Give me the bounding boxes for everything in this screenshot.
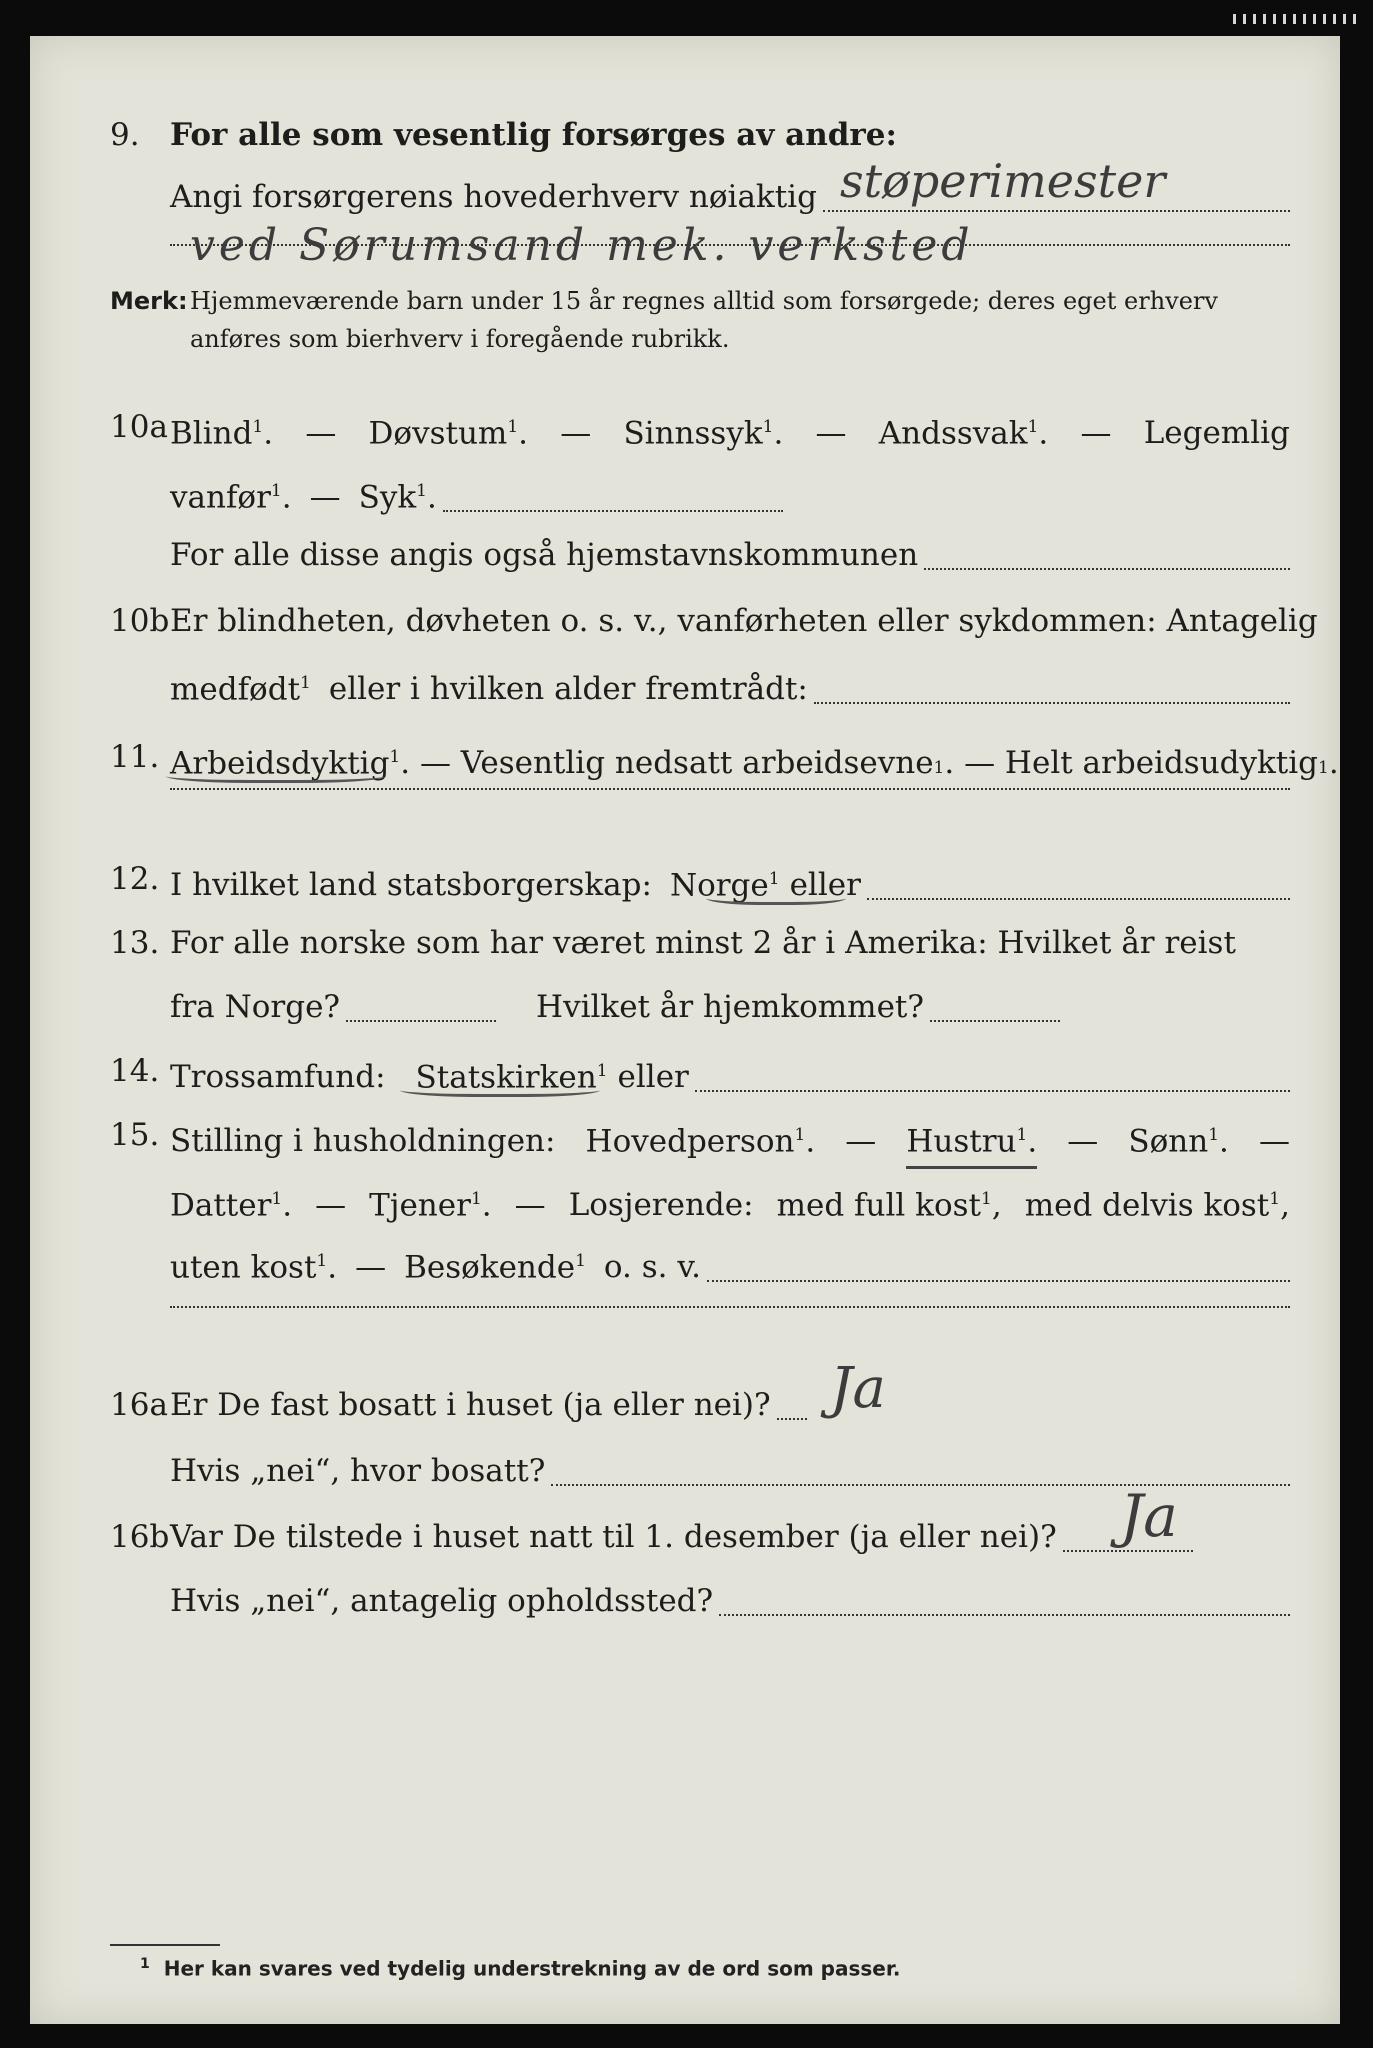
q11-line2 — [30, 788, 1340, 838]
q16b-question: Var De tilstede i huset natt til 1. desember (ja eller nei)? — [170, 1519, 1057, 1555]
q13-line2 — [30, 982, 1340, 1032]
opt-blind[interactable]: Blind — [170, 415, 253, 452]
q16a-followup: Hvis „nei“, hvor bosatt? — [170, 1453, 546, 1489]
q10a-hjemstavn-line[interactable] — [924, 568, 1290, 570]
opt-andssvak[interactable]: Andssvak — [878, 415, 1028, 452]
q16b-opholdssted-line[interactable] — [719, 1614, 1290, 1616]
q9-handwritten-answer-2: ved Sørumsand mek. verksted — [190, 220, 974, 271]
q15-line3: uten kost$^1$. — Besøkende$^1$ o. s. v. — [30, 1236, 1340, 1286]
opt-sonn[interactable]: Sønn — [1128, 1123, 1209, 1160]
footnote-mark: 1 — [140, 1956, 150, 1972]
merk-note — [110, 282, 1300, 358]
opt-tjener[interactable]: Tjener — [369, 1187, 471, 1224]
q13-hjemkommet-label: Hvilket år hjemkommet? — [536, 989, 925, 1025]
q10b-question: Er blindheten, døvheten o. s. v., vanførheten eller sykdommen: Antagelig — [170, 603, 1318, 639]
merk-label: Merk: — [110, 287, 188, 315]
q9-line1 — [30, 110, 1340, 160]
q10b-label: eller i hvilken alder fremtrådt: — [328, 671, 808, 708]
q12-answer-line[interactable] — [867, 898, 1290, 900]
q15-line4 — [30, 1306, 1340, 1356]
q16a-line1 — [30, 1380, 1340, 1430]
q13-line1 — [30, 918, 1340, 968]
q16b-number: 16b — [110, 1519, 170, 1555]
opt-besokende[interactable]: Besøkende — [404, 1249, 576, 1286]
q15-line1: 15. Stilling i husholdningen: Hovedperson$^1$. — Hustru$^1$. — Sønn$^1$. — — [30, 1110, 1340, 1160]
q16b-answer-line[interactable] — [1063, 1550, 1193, 1552]
q11-handwritten-underline — [166, 766, 386, 783]
q15-number: 15. — [110, 1117, 160, 1153]
q12-line: 12. I hvilket land statsborgerskap: Norge$^1$ eller — [30, 854, 1340, 904]
q10b-line2: medfødt$^1$ eller i hvilken alder fremtrådt: — [30, 658, 1340, 708]
q14-line: 14. Trossamfund: Statskirken$^1$ eller — [30, 1046, 1340, 1096]
q13-hjemkommet-line[interactable] — [930, 1020, 1060, 1022]
q15-label: Stilling i husholdningen: — [170, 1123, 556, 1160]
q11-number: 11. — [110, 739, 160, 775]
q10a-line2: vanfør$^1$. — Syk$^1$. — [30, 466, 1340, 516]
merk-text-2: anføres som bierhverv i foregående rubrikk. — [190, 325, 730, 353]
q11-line1: 11. Arbeidsdyktig$^1$ . — Vesentlig nedsatt arbeidsevne 1 . — Helt arbeidsudyktig 1 . — [30, 732, 1340, 782]
q9-question: For alle som vesentlig forsørges av andre: — [170, 117, 897, 153]
opt-vanfor[interactable]: vanfør — [170, 479, 271, 516]
opt-hustru[interactable]: Hustru — [906, 1123, 1017, 1160]
scan-edge-marks — [1233, 14, 1363, 24]
opt-arbeidsdyktig[interactable]: Arbeidsdyktig — [170, 745, 390, 782]
q14-eller: eller — [617, 1059, 689, 1096]
q9-answer-line[interactable] — [823, 210, 1290, 212]
q16b-followup: Hvis „nei“, antagelig opholdssted? — [170, 1583, 714, 1619]
opt-delvis-kost[interactable]: med delvis kost — [1024, 1187, 1270, 1224]
opt-full-kost[interactable]: med full kost — [776, 1187, 981, 1224]
q10a-hjemstavn-label: For alle disse angis også hjemstavnskommunen — [170, 537, 919, 573]
q16b-line2 — [30, 1576, 1340, 1626]
q14-handwritten-underline — [400, 1080, 600, 1097]
q13-reist-line[interactable] — [346, 1020, 496, 1022]
footnote-text: Her kan svares ved tydelig understrekning av de ord som passer. — [163, 1956, 901, 1981]
q10b-answer-line[interactable] — [814, 702, 1290, 704]
q16a-number: 16a — [110, 1387, 168, 1423]
q12-eller: eller — [789, 867, 861, 904]
merk-text-1: Hjemmeværende barn under 15 år regnes alltid som forsørgede; deres eget erhverv — [190, 287, 1218, 315]
opt-syk[interactable]: Syk — [358, 479, 417, 516]
q15-answer-line-2[interactable] — [170, 1306, 1290, 1308]
q10a-syk-line[interactable] — [443, 510, 783, 512]
opt-statskirken[interactable]: Statskirken — [415, 1059, 597, 1096]
opt-medfodt[interactable]: medfødt — [170, 671, 301, 708]
q12-handwritten-underline — [706, 888, 846, 905]
q14-label: Trossamfund: — [170, 1059, 386, 1096]
q9-handwritten-answer-1: støperimester — [840, 154, 1166, 208]
census-form-page — [30, 36, 1340, 2024]
opt-uten-kost[interactable]: uten kost — [170, 1249, 317, 1286]
footnote — [140, 1956, 900, 1981]
q15-osv: o. s. v. — [603, 1249, 702, 1286]
q11-answer-line[interactable] — [170, 788, 1290, 790]
q16a-bosatt-line[interactable] — [551, 1484, 1290, 1486]
opt-datter[interactable]: Datter — [170, 1187, 272, 1224]
q12-label: I hvilket land statsborgerskap: — [170, 867, 652, 904]
q16a-handwritten-answer: Ja — [830, 1356, 886, 1421]
q10a-line3 — [30, 530, 1340, 580]
q10b-number: 10b — [110, 603, 170, 639]
opt-udyktig[interactable]: . — Helt arbeidsudyktig — [944, 745, 1319, 782]
opt-legemlig[interactable]: Legemlig — [1143, 415, 1290, 452]
q9-label: Angi forsørgerens hovederhverv nøiaktig — [170, 179, 817, 215]
q15-line2: Datter$^1$. — Tjener$^1$. — Losjerende: med full kost$^1$, med delvis kost$^1$, — [30, 1174, 1340, 1224]
q13-number: 13. — [110, 925, 160, 961]
q16a-question: Er De fast bosatt i huset (ja eller nei)? — [170, 1387, 771, 1423]
q14-number: 14. — [110, 1053, 160, 1089]
opt-nedsatt[interactable]: . — Vesentlig nedsatt arbeidsevne — [400, 745, 934, 782]
q13-reist-label: fra Norge? — [170, 989, 341, 1025]
q15-answer-line[interactable] — [707, 1280, 1290, 1282]
q10b-line1 — [30, 596, 1340, 646]
q16a-answer-line[interactable] — [777, 1418, 807, 1420]
opt-sinnssyk[interactable]: Sinnssyk — [623, 415, 763, 452]
opt-norge[interactable]: Norge — [669, 867, 769, 904]
q13-question: For alle norske som har været minst 2 år i Amerika: Hvilket år reist — [170, 925, 1236, 961]
q10a-number: 10a — [110, 409, 168, 445]
q12-number: 12. — [110, 861, 160, 897]
q10a-line1: 10a Blind$^1$. — Døvstum$^1$. — Sinnssyk$^1$. — Andssvak$^1$. — Legemlig — [30, 402, 1340, 452]
q9-number: 9. — [110, 117, 140, 153]
q16b-handwritten-answer: Ja — [1120, 1482, 1178, 1550]
opt-hovedperson[interactable]: Hovedperson — [585, 1123, 795, 1160]
footnote-rule — [110, 1944, 220, 1946]
q15-losjerende-label: Losjerende: — [568, 1187, 754, 1224]
opt-dovstum[interactable]: Døvstum — [368, 415, 508, 452]
q14-answer-line[interactable] — [695, 1090, 1290, 1092]
